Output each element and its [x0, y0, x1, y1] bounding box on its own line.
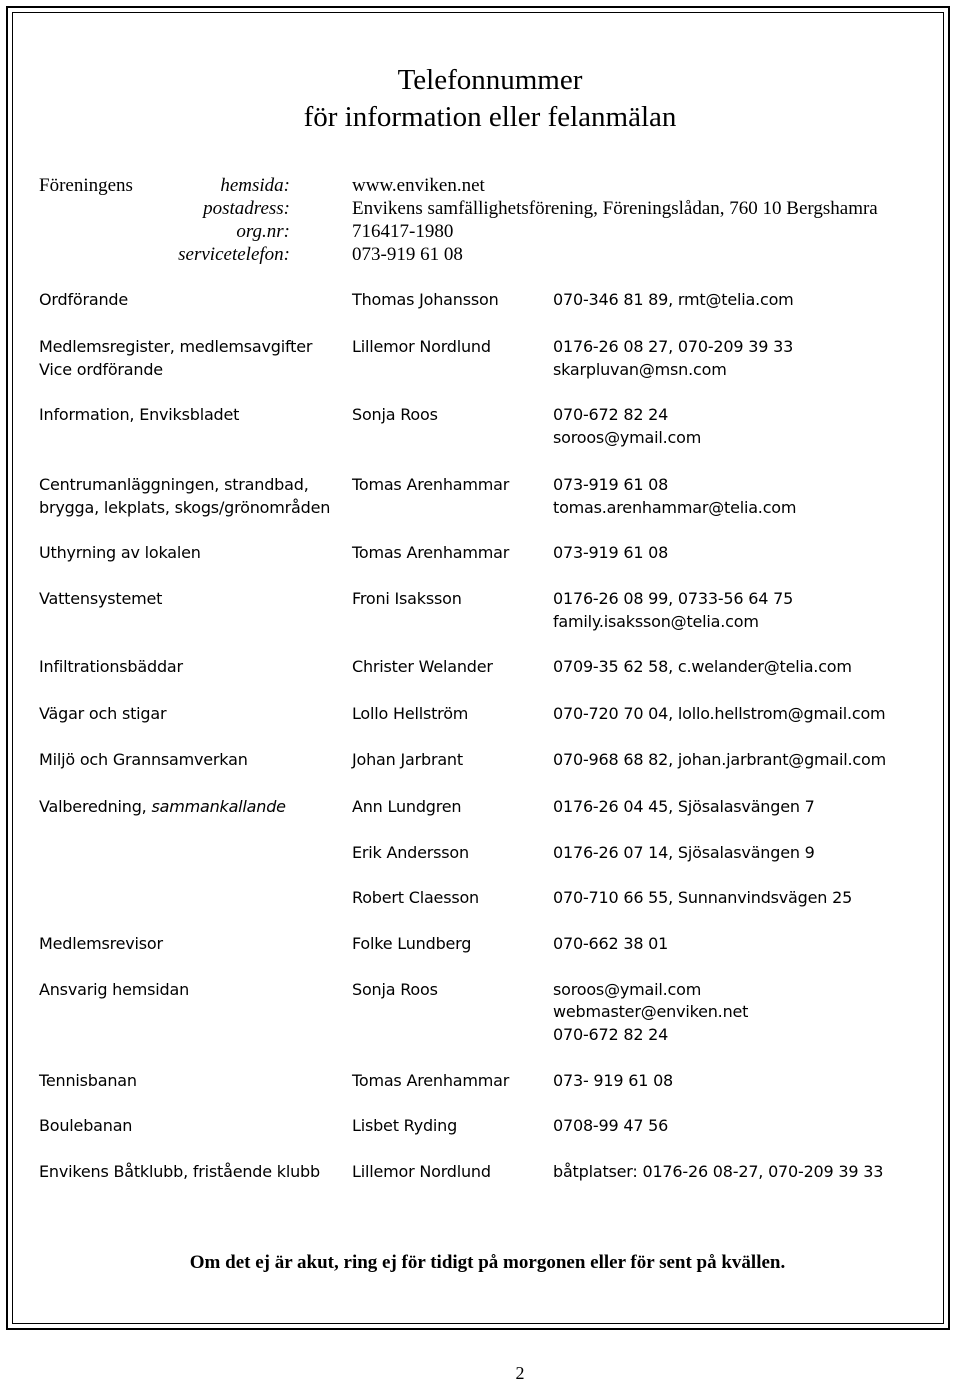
contact-role-text: Valberedning,: [39, 797, 147, 816]
association-servicephone: 073-919 61 08: [352, 244, 463, 265]
page-title-line2: för information eller felanmälan: [303, 101, 677, 133]
footer-note: Om det ej är akut, ring ej för tidigt på morgonen eller för sent på kvällen.: [189, 1252, 786, 1273]
contact-name: Tomas Arenhammar: [352, 475, 510, 494]
contact-role: Information, Enviksbladet: [39, 405, 240, 424]
contact-name: Lollo Hellström: [352, 704, 469, 723]
contact-info: 070-346 81 89, rmt@telia.com: [553, 290, 794, 309]
contact-role: Vägar och stigar: [39, 704, 167, 723]
contact-role-italic: sammankallande: [151, 797, 286, 816]
contact-info: 070-720 70 04, lollo.hellstrom@gmail.com: [553, 704, 886, 723]
contact-role-line2: Vice ordförande: [39, 360, 163, 379]
page-title-line1: Telefonnummer: [397, 64, 583, 96]
contact-role: Ansvarig hemsidan: [39, 980, 190, 999]
contact-email: soroos@ymail.com: [553, 428, 702, 447]
contact-info: 073-919 61 08: [553, 475, 669, 494]
contact-info: 0709-35 62 58, c.welander@telia.com: [553, 657, 852, 676]
contact-email: webmaster@enviken.net: [553, 1002, 749, 1021]
page-number: 2: [515, 1363, 525, 1383]
contact-email: family.isaksson@telia.com: [553, 612, 759, 631]
contact-info: 0176-26 04 45, Sjösalasvängen 7: [553, 797, 815, 816]
contact-name: Thomas Johansson: [352, 290, 499, 309]
association-heading: Föreningens: [39, 175, 133, 196]
association-label-address: postadress:: [203, 198, 290, 219]
contact-name: Tomas Arenhammar: [352, 543, 510, 562]
contact-info: 070-672 82 24: [553, 1025, 669, 1044]
contact-name: Folke Lundberg: [352, 934, 472, 953]
contact-role: Boulebanan: [39, 1116, 133, 1135]
contact-info: 070-710 66 55, Sunnanvindsvägen 25: [553, 888, 853, 907]
contact-role: Envikens Båtklubb, fristående klubb: [39, 1162, 320, 1181]
contact-info: 0176-26 08 27, 070-209 39 33: [553, 337, 794, 356]
association-website-link[interactable]: www.enviken.net: [352, 175, 485, 196]
contact-info: 070-968 68 82, johan.jarbrant@gmail.com: [553, 750, 886, 769]
contact-role: Medlemsrevisor: [39, 934, 163, 953]
contact-info: 0176-26 07 14, Sjösalasvängen 9: [553, 843, 815, 862]
contact-role: Infiltrationsbäddar: [39, 657, 183, 676]
contact-name: Robert Claesson: [352, 888, 479, 907]
contact-info: 0176-26 08 99, 0733-56 64 75: [553, 589, 794, 608]
contact-name: Lillemor Nordlund: [352, 1162, 491, 1181]
contact-role: Uthyrning av lokalen: [39, 543, 201, 562]
association-orgnr: 716417-1980: [352, 221, 454, 242]
contact-name: Erik Andersson: [352, 843, 469, 862]
contact-role: Ordförande: [39, 290, 128, 309]
contact-role: Tennisbanan: [39, 1071, 137, 1090]
association-label-orgnr: org.nr:: [236, 221, 290, 242]
contact-info: 070-662 38 01: [553, 934, 669, 953]
contact-info: 073-919 61 08: [553, 543, 669, 562]
contact-name: Johan Jarbrant: [352, 750, 463, 769]
contact-info: 070-672 82 24: [553, 405, 669, 424]
contact-email: tomas.arenhammar@telia.com: [553, 498, 797, 517]
contact-info: 073- 919 61 08: [553, 1071, 674, 1090]
contact-role: Medlemsregister, medlemsavgifter: [39, 337, 313, 356]
contact-role: Miljö och Grannsamverkan: [39, 750, 248, 769]
contact-name: Lillemor Nordlund: [352, 337, 491, 356]
contact-name: Ann Lundgren: [352, 797, 462, 816]
contact-email: soroos@ymail.com: [553, 980, 702, 999]
association-label-servicephone: servicetelefon:: [178, 244, 290, 265]
contact-role: Vattensystemet: [39, 589, 163, 608]
association-label-website: hemsida:: [220, 175, 290, 196]
association-address: Envikens samfällighetsförening, Föreningslådan, 760 10 Bergshamra: [352, 198, 878, 219]
contact-name: Froni Isaksson: [352, 589, 462, 608]
contact-info: 0708-99 47 56: [553, 1116, 669, 1135]
contact-role: Centrumanläggningen, strandbad,: [39, 475, 309, 494]
contact-name: Tomas Arenhammar: [352, 1071, 510, 1090]
contact-email: skarpluvan@msn.com: [553, 360, 727, 379]
contact-name: Christer Welander: [352, 657, 493, 676]
contact-name: Lisbet Ryding: [352, 1116, 458, 1135]
contact-role: [39, 797, 286, 816]
contact-info: båtplatser: 0176-26 08-27, 070-209 39 33: [553, 1162, 884, 1181]
contact-name: Sonja Roos: [352, 980, 438, 999]
contact-name: Sonja Roos: [352, 405, 438, 424]
contact-role-line2: brygga, lekplats, skogs/grönområden: [39, 498, 331, 517]
